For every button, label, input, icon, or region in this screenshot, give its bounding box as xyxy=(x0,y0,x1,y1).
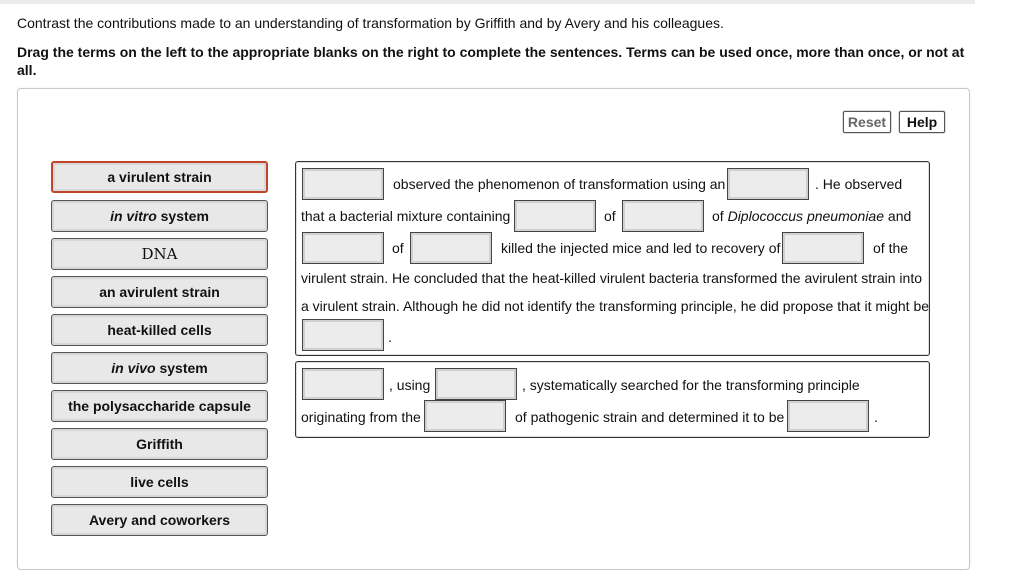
term-label: Griffith xyxy=(136,436,183,452)
passage-text: . xyxy=(874,409,878,425)
term-label: system xyxy=(160,208,209,224)
drop-target-6[interactable] xyxy=(410,232,492,264)
term-avery-and-coworkers[interactable] xyxy=(51,504,268,536)
top-divider xyxy=(0,0,975,4)
passage-text: of xyxy=(712,208,724,224)
passage-text: . He observed xyxy=(815,176,903,192)
term-in-vitro-system[interactable] xyxy=(51,200,268,232)
passage-text: of xyxy=(604,208,616,224)
passage-text: of xyxy=(392,240,404,256)
passage-text: , using xyxy=(389,377,431,393)
drop-target-4[interactable] xyxy=(622,200,704,232)
passage-text: of the xyxy=(873,240,909,256)
term-in-vivo-system[interactable] xyxy=(51,352,268,384)
passage-text: a virulent strain. Although he did not identify the transforming principle, he did propose that it might be xyxy=(301,298,930,314)
passage-text: . xyxy=(388,329,392,345)
term-label: system xyxy=(159,360,208,376)
passage-text: of pathogenic strain and determined it to be xyxy=(515,409,785,425)
passage-text: originating from the xyxy=(301,409,421,425)
passage-text: virulent strain. He concluded that the heat-killed virulent bacteria transformed the avirulent strain into xyxy=(301,270,922,286)
drop-target-7[interactable] xyxy=(782,232,864,264)
drop-target-11[interactable] xyxy=(424,400,506,432)
passage-text: that a bacterial mixture containing xyxy=(301,208,511,224)
reset-button[interactable]: Reset xyxy=(843,111,891,133)
term-live-cells[interactable] xyxy=(51,466,268,498)
drop-target-2[interactable] xyxy=(727,168,809,200)
term-griffith[interactable] xyxy=(51,428,268,460)
question-instruction: Drag the terms on the left to the appropriate blanks on the right to complete the sentences. Terms can be used once, more than once, or not at all. xyxy=(17,44,965,78)
term-label-italic: in vitro xyxy=(110,208,157,224)
drop-target-1[interactable] xyxy=(302,168,384,200)
passage-text: killed the injected mice and led to recovery of xyxy=(501,240,781,256)
drop-target-10[interactable] xyxy=(435,368,517,400)
passage-text xyxy=(712,207,911,225)
passage-text: observed the phenomenon of transformation using an xyxy=(393,176,726,192)
term-label: Avery and coworkers xyxy=(88,512,231,528)
term-polysaccharide-capsule[interactable] xyxy=(51,390,268,422)
drop-target-5[interactable] xyxy=(302,232,384,264)
term-an-avirulent-strain[interactable] xyxy=(51,276,268,308)
term-heat-killed-cells[interactable] xyxy=(51,314,268,346)
drop-target-3[interactable] xyxy=(514,200,596,232)
drop-target-9[interactable] xyxy=(302,368,384,400)
species-name: Diplococcus pneumoniae xyxy=(727,208,885,224)
term-label-italic: in vivo xyxy=(111,360,156,376)
drop-target-8[interactable] xyxy=(302,319,384,351)
question-text: Contrast the contributions made to an understanding of transformation by Griffith and by Avery and his colleagues. xyxy=(17,15,724,31)
passage-text: and xyxy=(887,208,912,224)
passage-text: , systematically searched for the transforming principle xyxy=(522,377,860,393)
term-label: live cells xyxy=(130,474,189,490)
term-label: a virulent strain xyxy=(107,169,212,185)
term-label: an avirulent strain xyxy=(99,284,220,300)
term-label: the polysaccharide capsule xyxy=(68,398,251,414)
term-label: heat-killed cells xyxy=(107,322,212,338)
term-dna[interactable] xyxy=(51,238,268,270)
drop-target-12[interactable] xyxy=(787,400,869,432)
help-button[interactable]: Help xyxy=(899,111,945,133)
term-label: DNA xyxy=(141,245,178,263)
term-a-virulent-strain[interactable] xyxy=(51,161,268,193)
